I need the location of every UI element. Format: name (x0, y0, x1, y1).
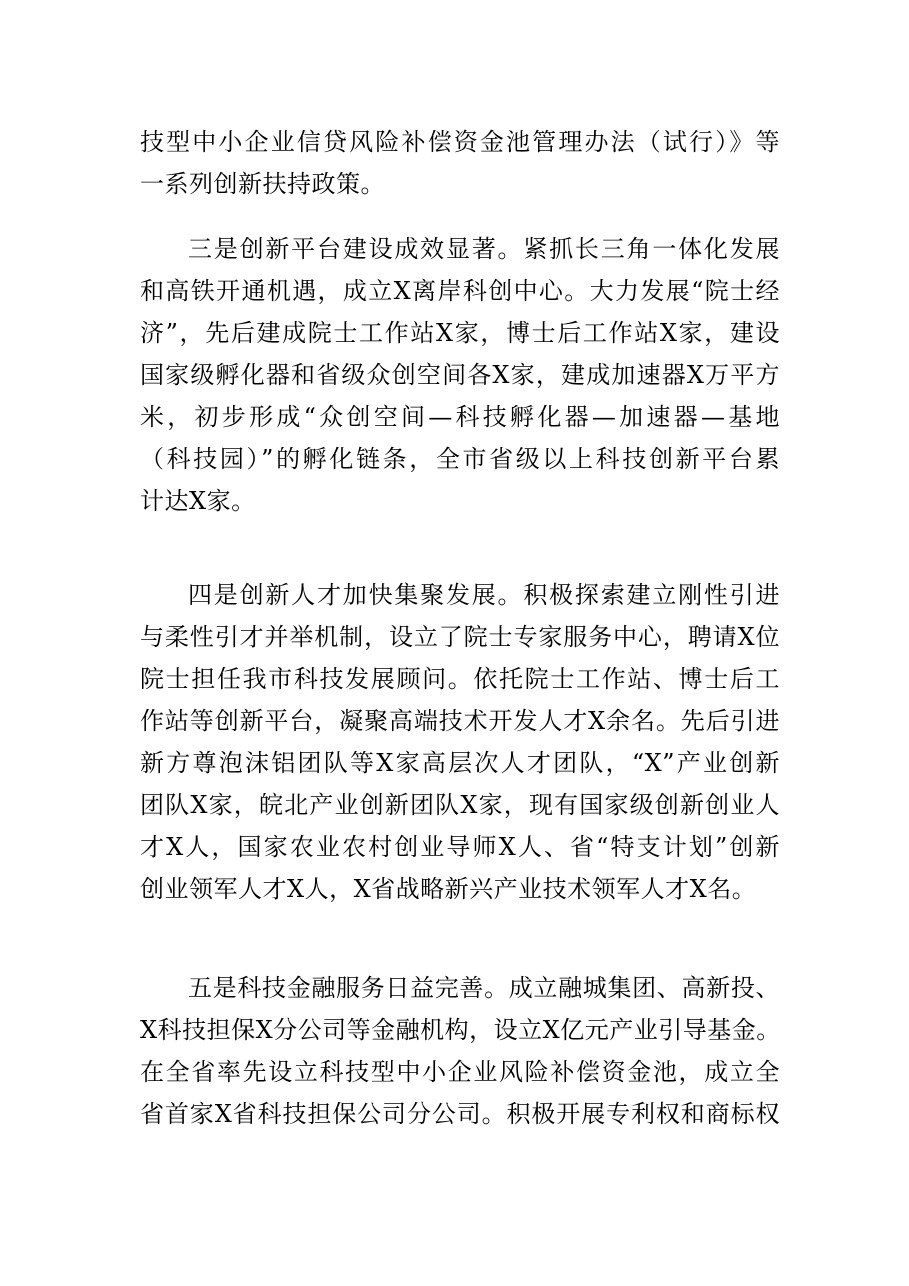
text-line: 才X人，国家农业农村创业导师X人、省“特支计划”创新 (140, 833, 780, 861)
text-line: 团队X家，皖北产业创新团队X家，现有国家级创新创业人 (140, 791, 780, 819)
text-line: （科技园）”的孵化链条，全市省级以上科技创新平台累 (140, 445, 780, 473)
paragraph-innovation-talent (140, 574, 780, 910)
text-line: 创业领军人才X人，X省战略新兴产业技术领军人才X名。 (140, 875, 757, 903)
text-line: 国家级孵化器和省级众创空间各X家，建成加速器X万平方 (140, 361, 780, 389)
text-line: 三是创新平台建设成效显著。紧抓长三角一体化发展 (188, 235, 780, 263)
text-line: 在全省率先设立科技型中小企业风险补偿资金池，成立全 (140, 1058, 780, 1086)
text-line: 技型中小企业信贷风险补偿资金池管理办法（试行）》等 (140, 128, 780, 156)
text-line: 一系列创新扶持政策。 (140, 170, 385, 198)
text-line: 新方尊泡沫铝团队等X家高层次人才团队，“X”产业创新 (140, 749, 780, 777)
text-line: 济”，先后建成院士工作站X家，博士后工作站X家，建设 (140, 319, 780, 347)
text-line: 与柔性引才并举机制，设立了院士专家服务中心，聘请X位 (140, 623, 780, 651)
text-line: 作站等创新平台，凝聚高端技术开发人才X余名。先后引进 (140, 707, 780, 735)
paragraph-innovation-platforms (140, 228, 780, 522)
text-line: X科技担保X分公司等金融机构，设立X亿元产业引导基金。 (140, 1016, 781, 1044)
text-line: 院士担任我市科技发展顾问。依托院士工作站、博士后工 (140, 665, 780, 693)
text-line: 五是科技金融服务日益完善。成立融城集团、高新投、 (188, 974, 780, 1002)
text-line: 省首家X省科技担保公司分公司。积极开展专利权和商标权 (140, 1100, 780, 1128)
paragraph-continued (140, 121, 780, 205)
text-line: 四是创新人才加快集聚发展。积极探索建立刚性引进 (188, 581, 780, 609)
text-line: 米，初步形成“众创空间—科技孵化器—加速器—基地 (140, 403, 780, 431)
paragraph-tech-finance (140, 967, 780, 1135)
text-line: 计达X家。 (140, 487, 256, 515)
text-line: 和高铁开通机遇，成立X离岸科创中心。大力发展“院士经 (140, 277, 780, 305)
